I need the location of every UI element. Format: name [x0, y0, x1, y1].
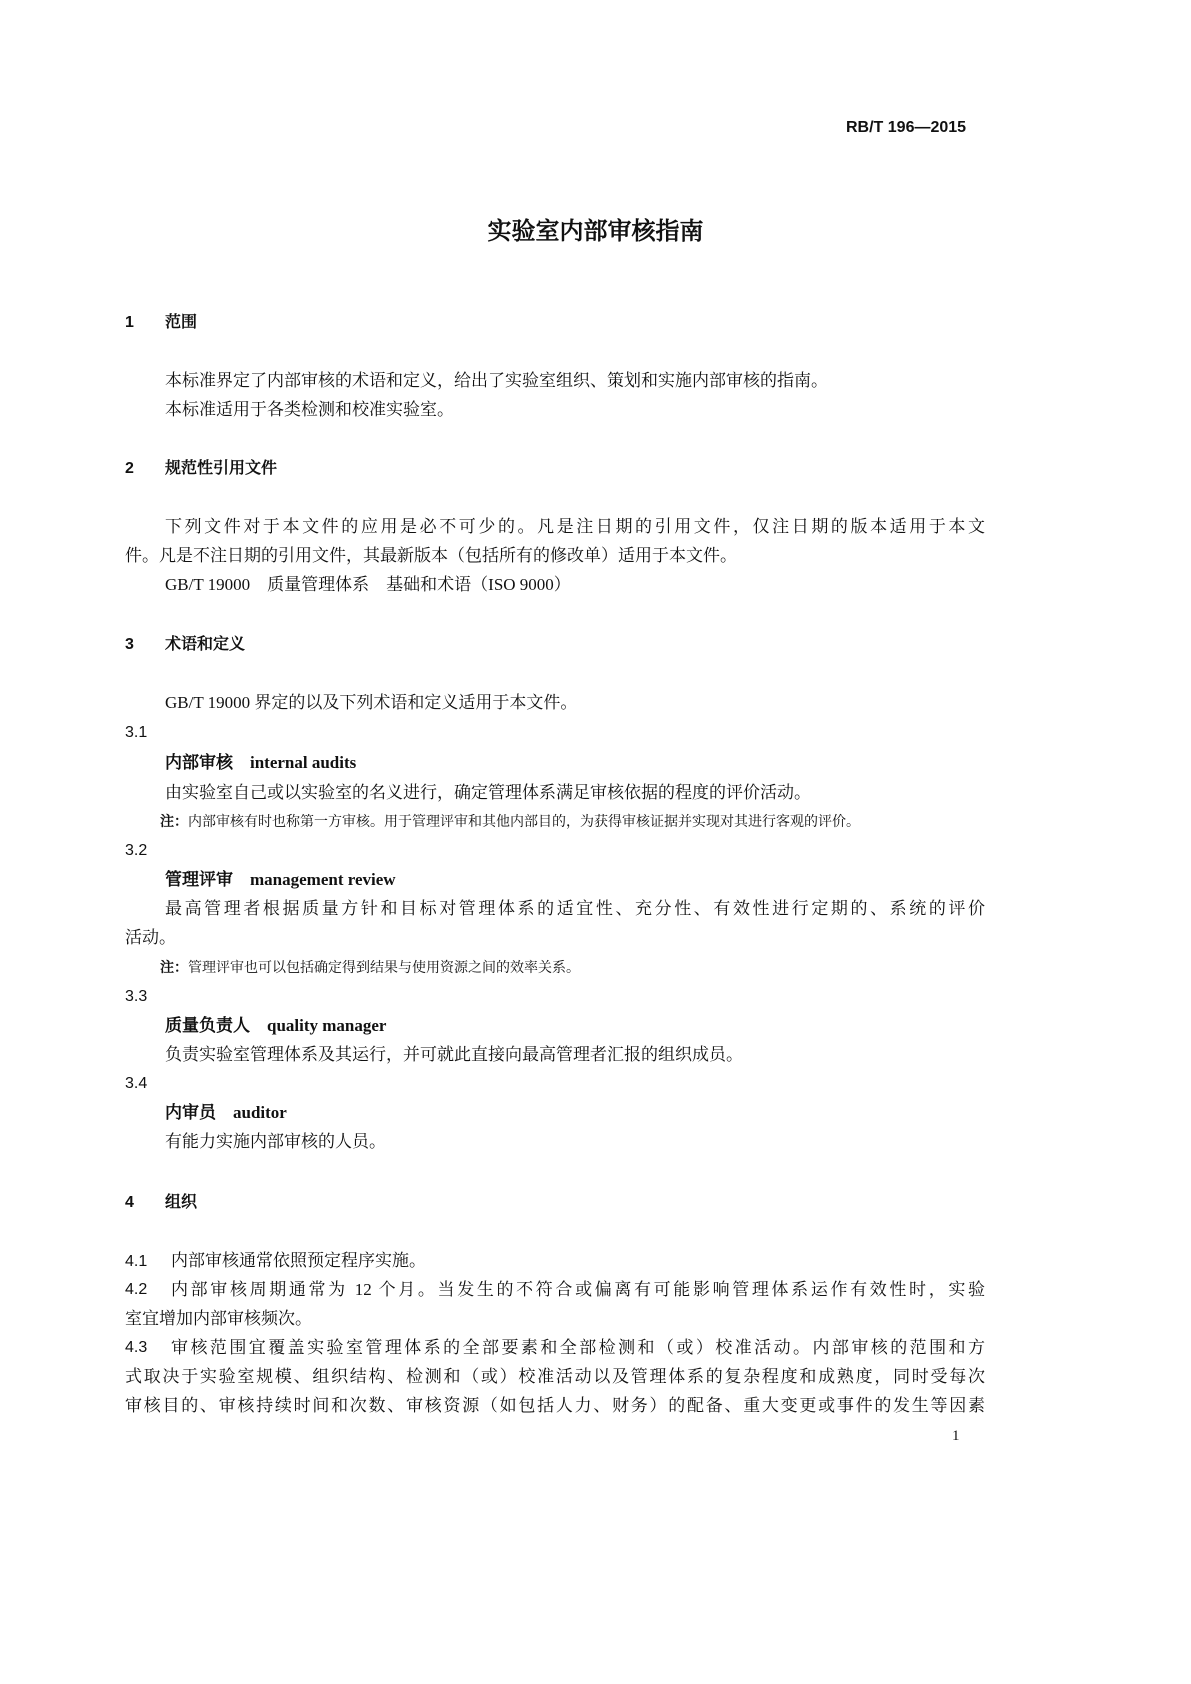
term-number: 3.1 — [125, 724, 148, 741]
clause-text-line: 式取决于实验室规模、组织结构、检测和（或）校准活动以及管理体系的复杂程度和成熟度，同时受每次 — [125, 1367, 985, 1386]
note-label: 注： — [160, 815, 188, 830]
paragraph: 本标准适用于各类检测和校准实验室。 — [165, 400, 454, 419]
clause-4-2 — [125, 1280, 985, 1300]
paragraph: 本标准界定了内部审核的术语和定义，给出了实验室组织、策划和实施内部审核的指南。 — [165, 371, 828, 390]
section-title: 术语和定义 — [165, 636, 246, 653]
section-title: 规范性引用文件 — [165, 460, 278, 477]
term-definition: 有能力实施内部审核的人员。 — [165, 1132, 386, 1151]
clause-text: 内部审核通常依照预定程序实施。 — [171, 1251, 426, 1270]
term-definition-line: 活动。 — [125, 928, 176, 947]
section-1-heading — [125, 313, 197, 333]
section-number: 2 — [125, 460, 134, 477]
section-number: 3 — [125, 636, 134, 653]
section-number: 1 — [125, 314, 134, 331]
clause-4-1 — [125, 1251, 426, 1272]
section-number: 4 — [125, 1194, 134, 1211]
clause-number: 4.1 — [125, 1253, 148, 1270]
term-title: 质量负责人 quality manager — [165, 1016, 387, 1035]
paragraph-line: 件。凡是不注日期的引用文件，其最新版本（包括所有的修改单）适用于本文件。 — [125, 546, 737, 565]
note-text: 管理评审也可以包括确定得到结果与使用资源之间的效率关系。 — [188, 961, 580, 976]
term-definition-line: 最高管理者根据质量方针和目标对管理体系的适宜性、充分性、有效性进行定期的、系统的评价 — [165, 899, 985, 918]
clause-text-line: 审核目的、审核持续时间和次数、审核资源（如包括人力、财务）的配备、重大变更或事件的发生等因素 — [125, 1396, 985, 1415]
term-definition: 负责实验室管理体系及其运行，并可就此直接向最高管理者汇报的组织成员。 — [165, 1045, 743, 1064]
page-title: 实验室内部审核指南 — [487, 218, 704, 245]
clause-number: 4.3 — [125, 1339, 148, 1356]
term-title: 内审员 auditor — [165, 1103, 287, 1122]
clause-4-3 — [125, 1338, 985, 1358]
term-note — [160, 959, 580, 979]
section-3-heading — [125, 635, 245, 655]
term-number: 3.4 — [125, 1075, 148, 1092]
section-title: 组织 — [165, 1194, 198, 1211]
section-4-heading — [125, 1193, 197, 1213]
term-title: 内部审核 internal audits — [165, 753, 357, 772]
term-number: 3.3 — [125, 988, 148, 1005]
note-label: 注： — [160, 961, 188, 976]
page-number: 1 — [952, 1428, 960, 1444]
clause-text-line: 室宜增加内部审核频次。 — [125, 1309, 312, 1328]
clause-text-line: 审核范围宜覆盖实验室管理体系的全部要素和全部检测和（或）校准活动。内部审核的范围和方 — [171, 1338, 985, 1357]
paragraph: GB/T 19000 界定的以及下列术语和定义适用于本文件。 — [165, 693, 578, 712]
paragraph-line: 下列文件对于本文件的应用是必不可少的。凡是注日期的引用文件，仅注日期的版本适用于本文 — [165, 517, 985, 536]
term-title: 管理评审 management review — [165, 870, 396, 889]
section-title: 范围 — [165, 314, 198, 331]
document-number: RB/T 196—2015 — [846, 119, 967, 136]
normative-reference: GB/T 19000 质量管理体系 基础和术语（ISO 9000） — [165, 575, 571, 594]
clause-text-line: 内部审核周期通常为 12 个月。当发生的不符合或偏离有可能影响管理体系运作有效性时，实验 — [171, 1280, 985, 1299]
section-2-heading — [125, 459, 277, 479]
term-definition: 由实验室自己或以实验室的名义进行，确定管理体系满足审核依据的程度的评价活动。 — [165, 783, 811, 802]
term-note — [160, 813, 860, 833]
clause-number: 4.2 — [125, 1281, 148, 1298]
note-text: 内部审核有时也称第一方审核。用于管理评审和其他内部目的，为获得审核证据并实现对其进行客观的评价。 — [188, 815, 860, 830]
term-number: 3.2 — [125, 842, 148, 859]
